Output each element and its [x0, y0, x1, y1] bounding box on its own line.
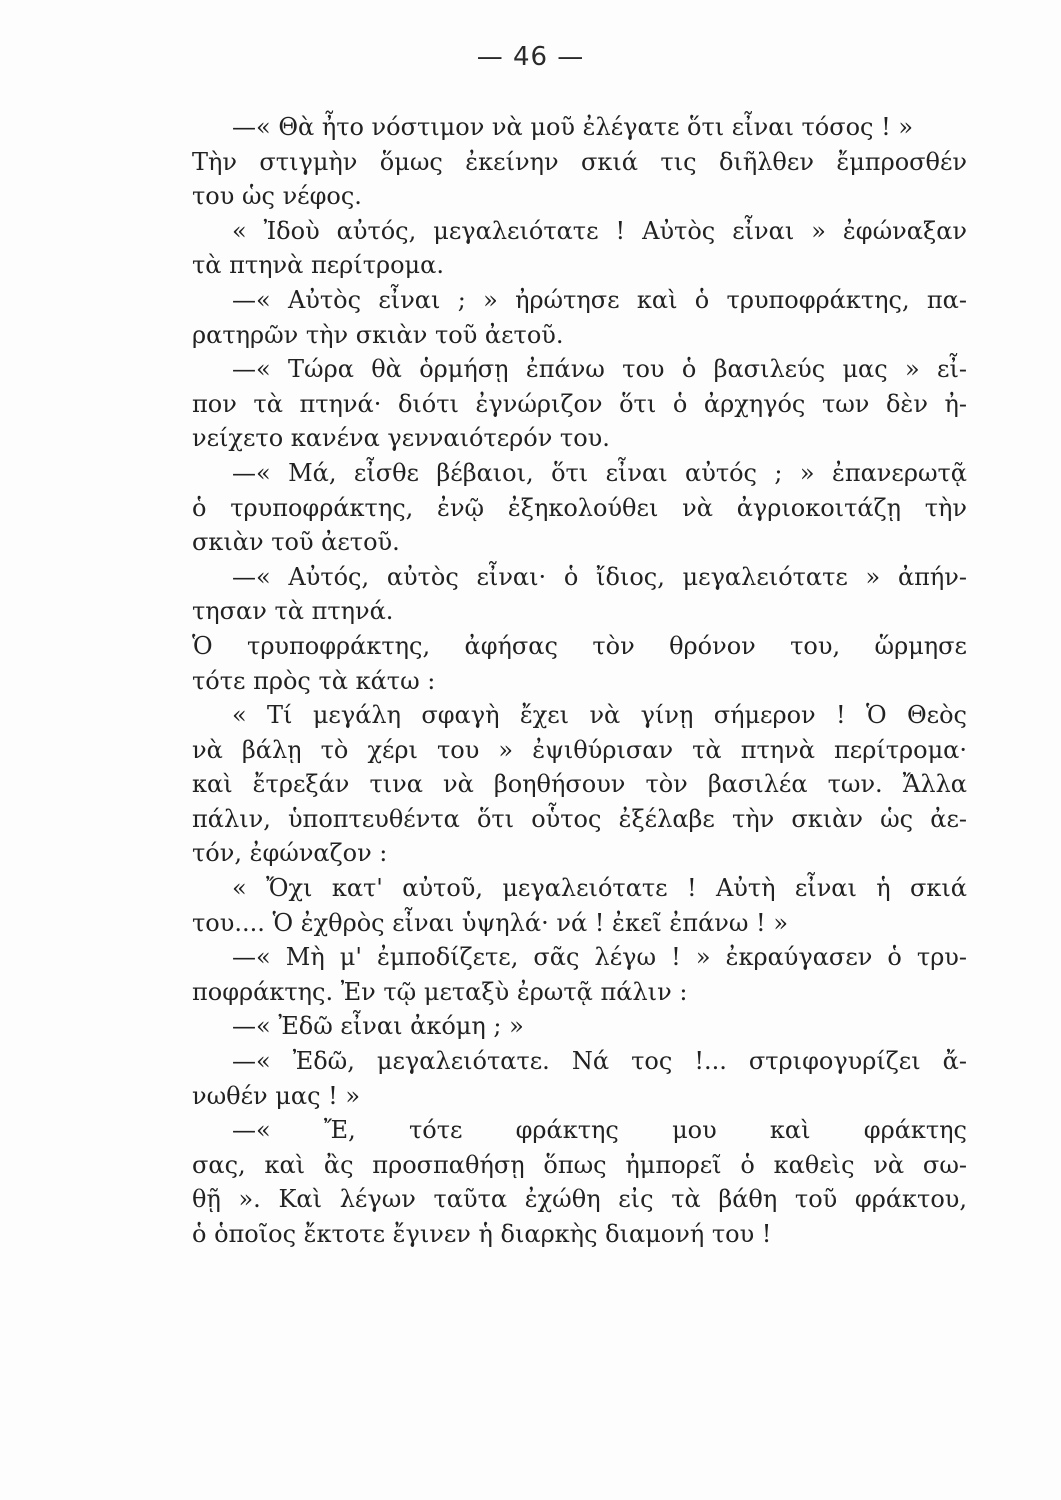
page-number: — 46 — [476, 42, 585, 72]
text-line: σας, καὶ ἂς προσπαθήσῃ ὅπως ἠμπορεῖ ὁ καθεὶς νὰ σω- [192, 1150, 967, 1179]
text-line: « Ὄχι κατ' αὐτοῦ, μεγαλειότατε ! Αὐτὴ εἶναι ἡ σκιά [232, 874, 967, 903]
text-line: νὰ βάλῃ τὸ χέρι του » ἐψιθύρισαν τὰ πτηνὰ περίτρομα· [192, 735, 967, 764]
text-line: —« Ἐδῶ εἶναι ἀκόμη ; » [232, 1012, 524, 1041]
text-line: τησαν τὰ πτηνά. [192, 597, 394, 626]
text-line: τόν, ἐφώναζον : [192, 839, 388, 868]
text-line: ὁ ὁποῖος ἔκτοτε ἔγινεν ἡ διαρκὴς διαμονή του ! [192, 1220, 772, 1248]
text-line: —« Ἔ, τότε φράκτης μου καὶ φράκτης [232, 1116, 967, 1145]
text-line: καὶ ἔτρεξάν τινα νὰ βοηθήσουν τὸν βασιλέα των. Ἄλλα [192, 770, 967, 799]
text-line: νείχετο κανένα γενναιότερόν του. [192, 424, 610, 453]
text-line: τὰ πτηνὰ περίτρομα. [192, 251, 444, 280]
text-line: —« Τώρα θὰ ὁρμήσῃ ἐπάνω του ὁ βασιλεύς μας » εἶ- [232, 355, 967, 384]
text-line: του ὡς νέφος. [192, 182, 362, 211]
text-line: ὁ τρυποφράκτης, ἐνῷ ἐξηκολούθει νὰ ἀγριοκοιτάζῃ τὴν [192, 493, 967, 522]
text-line: του.... Ὁ ἐχθρὸς εἶναι ὑψηλά· νά ! ἐκεῖ ἐπάνω ! » [192, 908, 789, 937]
text-line: —« Μὴ μ' ἐμποδίζετε, σᾶς λέγω ! » ἐκραύγασεν ὁ τρυ- [232, 943, 967, 972]
text-line: —« Θὰ ἦτο νόστιμον νὰ μοῦ ἐλέγατε ὅτι εἶναι τόσος ! » [232, 113, 914, 141]
text-line: πον τὰ πτηνά· διότι ἐγνώριζον ὅτι ὁ ἀρχηγός των δὲν ἠ- [192, 389, 967, 418]
text-line: « Ἰδοὺ αὐτός, μεγαλειότατε ! Αὐτὸς εἶναι » ἐφώναξαν [232, 216, 967, 245]
text-line: —« Μά, εἶσθε βέβαιοι, ὅτι εἶναι αὐτός ; » ἐπανερωτᾷ [232, 458, 967, 487]
text-line: νωθέν μας ! » [192, 1081, 361, 1110]
text-line: ρατηρῶν τὴν σκιὰν τοῦ ἀετοῦ. [192, 320, 564, 349]
text-line: τότε πρὸς τὰ κάτω : [192, 666, 436, 695]
text-line: πάλιν, ὑποπτευθέντα ὅτι οὗτος ἐξέλαβε τὴν σκιὰν ὡς ἀε- [192, 804, 967, 833]
body-text [192, 110, 967, 1252]
text-line: θῇ ». Καὶ λέγων ταῦτα ἐχώθη εἰς τὰ βάθη τοῦ φράκτου, [192, 1185, 967, 1214]
text-line: —« Ἐδῶ, μεγαλειότατε. Νά τος !... στριφογυρίζει ἄ- [232, 1047, 967, 1076]
text-line: —« Αὐτὸς εἶναι ; » ἠρώτησε καὶ ὁ τρυποφράκτης, πα- [232, 285, 967, 314]
text-line: Ὁ τρυποφράκτης, ἀφήσας τὸν θρόνον του, ὥρμησε [192, 631, 967, 660]
text-line: Τὴν στιγμὴν ὅμως ἐκείνην σκιά τις διῆλθεν ἔμπροσθέν [192, 147, 967, 176]
text-line: —« Αὐτός, αὐτὸς εἶναι· ὁ ἴδιος, μεγαλειότατε » ἀπήν- [232, 562, 967, 591]
text-line: ποφράκτης. Ἐν τῷ μεταξὺ ἐρωτᾷ πάλιν : [192, 977, 688, 1006]
text-line: « Τί μεγάλη σφαγὴ ἔχει νὰ γίνῃ σήμερον ! Ὁ Θεὸς [232, 701, 967, 730]
text-line: σκιὰν τοῦ ἀετοῦ. [192, 528, 400, 557]
